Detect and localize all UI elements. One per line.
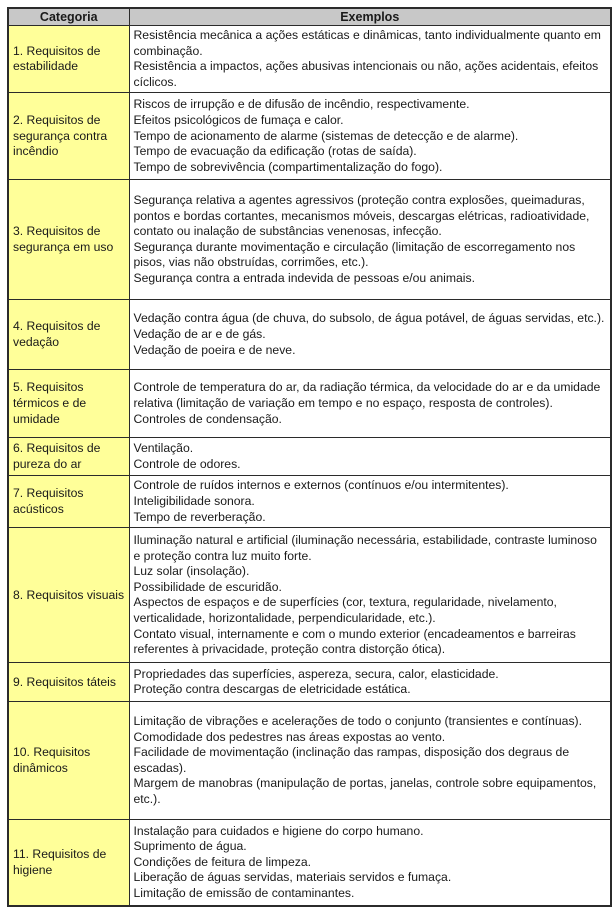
example-item: Margem de manobras (manipulação de portas, janelas, controle sobre equipamentos, etc.). xyxy=(133,776,597,807)
example-item: Efeitos psicológicos de fumaça e calor. xyxy=(133,112,344,127)
category-cell: 7. Requisitos acústicos xyxy=(8,476,129,528)
example-item: Segurança contra a entrada indevida de pessoas e/ou animais. xyxy=(133,271,475,286)
example-item: Limitação de emissão de contaminantes. xyxy=(133,886,355,901)
table-row xyxy=(8,370,611,438)
example-item: Controle de temperatura do ar, da radiação térmica, da velocidade do ar e da umidade relativa (limitação de variação em tempo e no espaço, resposta de controles). xyxy=(133,380,601,411)
category-cell: 8. Requisitos visuais xyxy=(8,528,129,663)
examples-cell xyxy=(129,26,611,93)
example-item: Tempo de evacuação da edificação (rotas de saída). xyxy=(133,144,417,159)
category-cell: 9. Requisitos táteis xyxy=(8,663,129,702)
examples-cell xyxy=(129,180,611,300)
header-categoria: Categoria xyxy=(8,8,129,26)
example-item: Tempo de reverberação. xyxy=(133,509,266,524)
category-cell: 6. Requisitos de pureza do ar xyxy=(8,438,129,476)
examples-cell xyxy=(129,663,611,702)
example-item: Inteligibilidade sonora. xyxy=(133,494,255,509)
example-item: Possibilidade de escuridão. xyxy=(133,579,282,594)
example-item: Vedação contra água (de chuva, do subsolo, de água potável, de águas servidas, etc.). xyxy=(133,311,605,326)
example-item: Propriedades das superfícies, aspereza, secura, calor, elasticidade. xyxy=(133,666,499,681)
table-row xyxy=(8,528,611,663)
example-item: Iluminação natural e artificial (iluminação necessária, estabilidade, contraste luminoso e proteção contra luz muito forte. xyxy=(133,533,597,563)
example-item: Resistência a impactos, ações abusivas intencionais ou não, ações acidentais, efeitos cíclicos. xyxy=(133,59,599,89)
example-item: Luz solar (insolação). xyxy=(133,564,250,579)
examples-cell xyxy=(129,300,611,370)
examples-cell xyxy=(129,93,611,180)
header-exemplos: Exemplos xyxy=(129,8,611,26)
examples-cell xyxy=(129,528,611,663)
example-item: Vedação de ar e de gás. xyxy=(133,327,266,342)
example-item: Vedação de poeira e de neve. xyxy=(133,342,296,357)
examples-cell xyxy=(129,476,611,528)
example-item: Ventilação. xyxy=(133,441,194,456)
table-row xyxy=(8,702,611,820)
table-row xyxy=(8,26,611,93)
category-cell: 11. Requisitos de higiene xyxy=(8,820,129,906)
examples-cell xyxy=(129,820,611,906)
example-item: Riscos de irrupção e de difusão de incêndio, respectivamente. xyxy=(133,97,470,112)
table-row xyxy=(8,663,611,702)
table-row xyxy=(8,476,611,528)
table-header-row xyxy=(8,8,611,26)
example-item: Instalação para cuidados e higiene do corpo humano. xyxy=(133,823,424,838)
example-item: Tempo de acionamento de alarme (sistemas de detecção e de alarme). xyxy=(133,128,519,143)
example-item: Controle de ruídos internos e externos (contínuos e/ou intermitentes). xyxy=(133,478,509,493)
example-item: Controle de odores. xyxy=(133,456,241,471)
example-item: Proteção contra descargas de eletricidade estática. xyxy=(133,682,411,697)
category-cell: 4. Requisitos de vedação xyxy=(8,300,129,370)
table-row xyxy=(8,820,611,906)
requirements-table xyxy=(7,7,612,907)
category-cell: 3. Requisitos de segurança em uso xyxy=(8,180,129,300)
example-item: Tempo de sobrevivência (compartimentalização do fogo). xyxy=(133,159,443,174)
example-item: Segurança durante movimentação e circulação (limitação de escorregamento nos pisos, vias não obstruídas, corrimões, etc.). xyxy=(133,239,576,270)
examples-cell xyxy=(129,702,611,820)
examples-cell xyxy=(129,370,611,438)
table-body xyxy=(8,26,611,906)
example-item: Limitação de vibrações e acelerações de todo o conjunto (transientes e contínuas). xyxy=(133,714,582,729)
example-item: Condições de feitura de limpeza. xyxy=(133,854,311,869)
category-cell: 5. Requisitos térmicos e de umidade xyxy=(8,370,129,438)
table-row xyxy=(8,300,611,370)
category-cell: 2. Requisitos de segurança contra incêndio xyxy=(8,93,129,180)
examples-cell xyxy=(129,438,611,476)
example-item: Liberação de águas servidas, materiais servidos e fumaça. xyxy=(133,870,452,885)
table-row xyxy=(8,93,611,180)
example-item: Suprimento de água. xyxy=(133,839,247,854)
example-item: Aspectos de espaços e de superfícies (cor, textura, regularidade, nivelamento, verticalidade, horizontalidade, perpendicularidade, etc.). xyxy=(133,595,557,625)
example-item: Resistência mecânica a ações estáticas e dinâmicas, tanto individualmente quanto em combinação. xyxy=(133,28,601,58)
example-item: Facilidade de movimentação (inclinação das rampas, disposição dos degraus de escadas). xyxy=(133,745,570,775)
example-item: Segurança relativa a agentes agressivos (proteção contra explosões, queimaduras, pontos e bordas cortantes, mecanismos móveis, descargas elétricas, radioatividade, contato ou inalação de substâncias venenosas, infecção. xyxy=(133,193,590,239)
table-row xyxy=(8,180,611,300)
category-cell: 10. Requisitos dinâmicos xyxy=(8,702,129,820)
table-row xyxy=(8,438,611,476)
example-item: Controles de condensação. xyxy=(133,411,282,426)
example-item: Contato visual, internamente e com o mundo exterior (encadeamentos e barreiras referentes à privacidade, proteção contra distorção ótica). xyxy=(133,626,576,657)
category-cell: 1. Requisitos de estabilidade xyxy=(8,26,129,93)
example-item: Comodidade dos pedestres nas áreas expostas ao vento. xyxy=(133,729,446,744)
